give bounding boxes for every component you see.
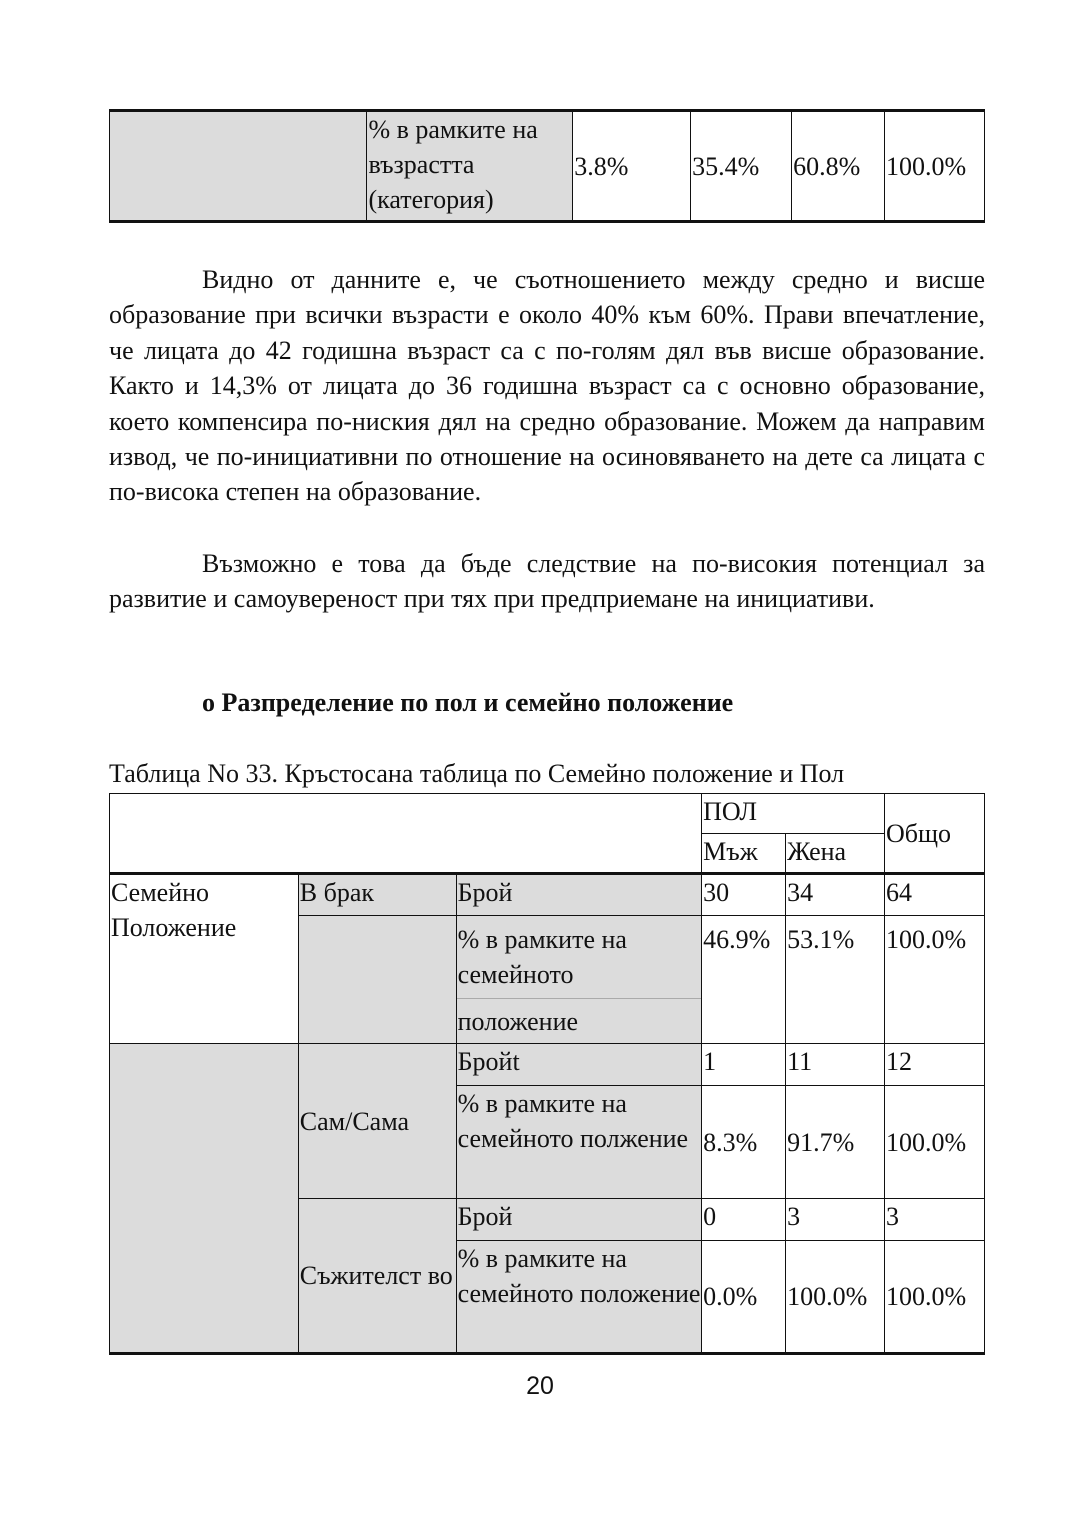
- female-count: 3: [786, 1199, 885, 1241]
- value-cell: 60.8%: [792, 111, 885, 222]
- section-heading: o Разпределение по пол и семейно положение: [202, 688, 734, 717]
- female-header: Жена: [786, 834, 885, 874]
- marital-status-gender-table: [109, 793, 985, 1355]
- table-caption: Таблица No 33. Кръстосана таблица по Семейно положение и Пол: [109, 759, 845, 788]
- gender-header: ПОЛ: [702, 794, 885, 834]
- total-percentage: 100.0%: [885, 1086, 985, 1199]
- total-count: 12: [885, 1044, 985, 1086]
- empty-cell: [110, 111, 367, 222]
- group-name-cohabitation: Съжителст во: [298, 1199, 456, 1354]
- total-percentage: 100.0%: [885, 916, 985, 1044]
- age-percentage-table: [109, 109, 985, 223]
- female-percentage: 53.1%: [786, 916, 885, 1044]
- row-header-line2: Положение: [111, 913, 237, 942]
- count-label: Брой: [456, 1199, 702, 1241]
- female-count: 11: [786, 1044, 885, 1086]
- paragraph: Видно от данните е, че съотношението между средно и висше образование при всички възрасти е около 40% към 60%. Прави впечатление, че лицата до 42 годишна възраст са с по-голям дял във висше образование. Както и 14,3% от лицата до 36 годишна възраст са с основно образование, което компенсира по-ниския дял на средно образование. Можем да направим извод, че по-инициативни по отношение на осиновяването на дете са лицата с по-висока степен на образование.: [109, 265, 985, 507]
- male-header: Мъж: [702, 834, 786, 874]
- male-percentage: 46.9%: [702, 916, 786, 1044]
- total-percentage: 100.0%: [885, 1241, 985, 1354]
- female-percentage: 100.0%: [786, 1241, 885, 1354]
- page-number: 20: [526, 1372, 554, 1400]
- male-percentage: 0.0%: [702, 1241, 786, 1354]
- empty-cell: [298, 916, 456, 1044]
- total-count: 64: [885, 874, 985, 916]
- value-cell: 3.8%: [573, 111, 691, 222]
- row-label: % в рамките на възрастта (категория): [367, 111, 573, 222]
- total-header: Общо: [885, 794, 985, 874]
- male-percentage: 8.3%: [702, 1086, 786, 1199]
- total-count: 3: [885, 1199, 985, 1241]
- female-percentage: 91.7%: [786, 1086, 885, 1199]
- count-label: Бройt: [456, 1044, 702, 1086]
- marital-status-continued: [110, 1044, 299, 1354]
- group-name-single: Сам/Сама: [298, 1044, 456, 1199]
- male-count: 0: [702, 1199, 786, 1241]
- percentage-label: % в рамките на семейното полжение: [456, 1086, 702, 1199]
- group-name-married: В брак: [298, 874, 456, 916]
- value-cell: 100.0%: [885, 111, 985, 222]
- male-count: 30: [702, 874, 786, 916]
- percentage-label: % в рамките на семейното положение: [456, 916, 702, 1044]
- header-empty-cell: [110, 794, 702, 874]
- marital-status-row-header: [110, 874, 299, 1044]
- row-header-line1: Семейно: [111, 878, 210, 907]
- count-label: Брой: [456, 874, 702, 916]
- female-count: 34: [786, 874, 885, 916]
- paragraph: Възможно е това да бъде следствие на по-високия потенциал за развитие и самоувереност при тях при предприемане на инициативи.: [109, 549, 985, 614]
- male-count: 1: [702, 1044, 786, 1086]
- value-cell: 35.4%: [691, 111, 792, 222]
- percentage-label: % в рамките на семейното положение: [456, 1241, 702, 1354]
